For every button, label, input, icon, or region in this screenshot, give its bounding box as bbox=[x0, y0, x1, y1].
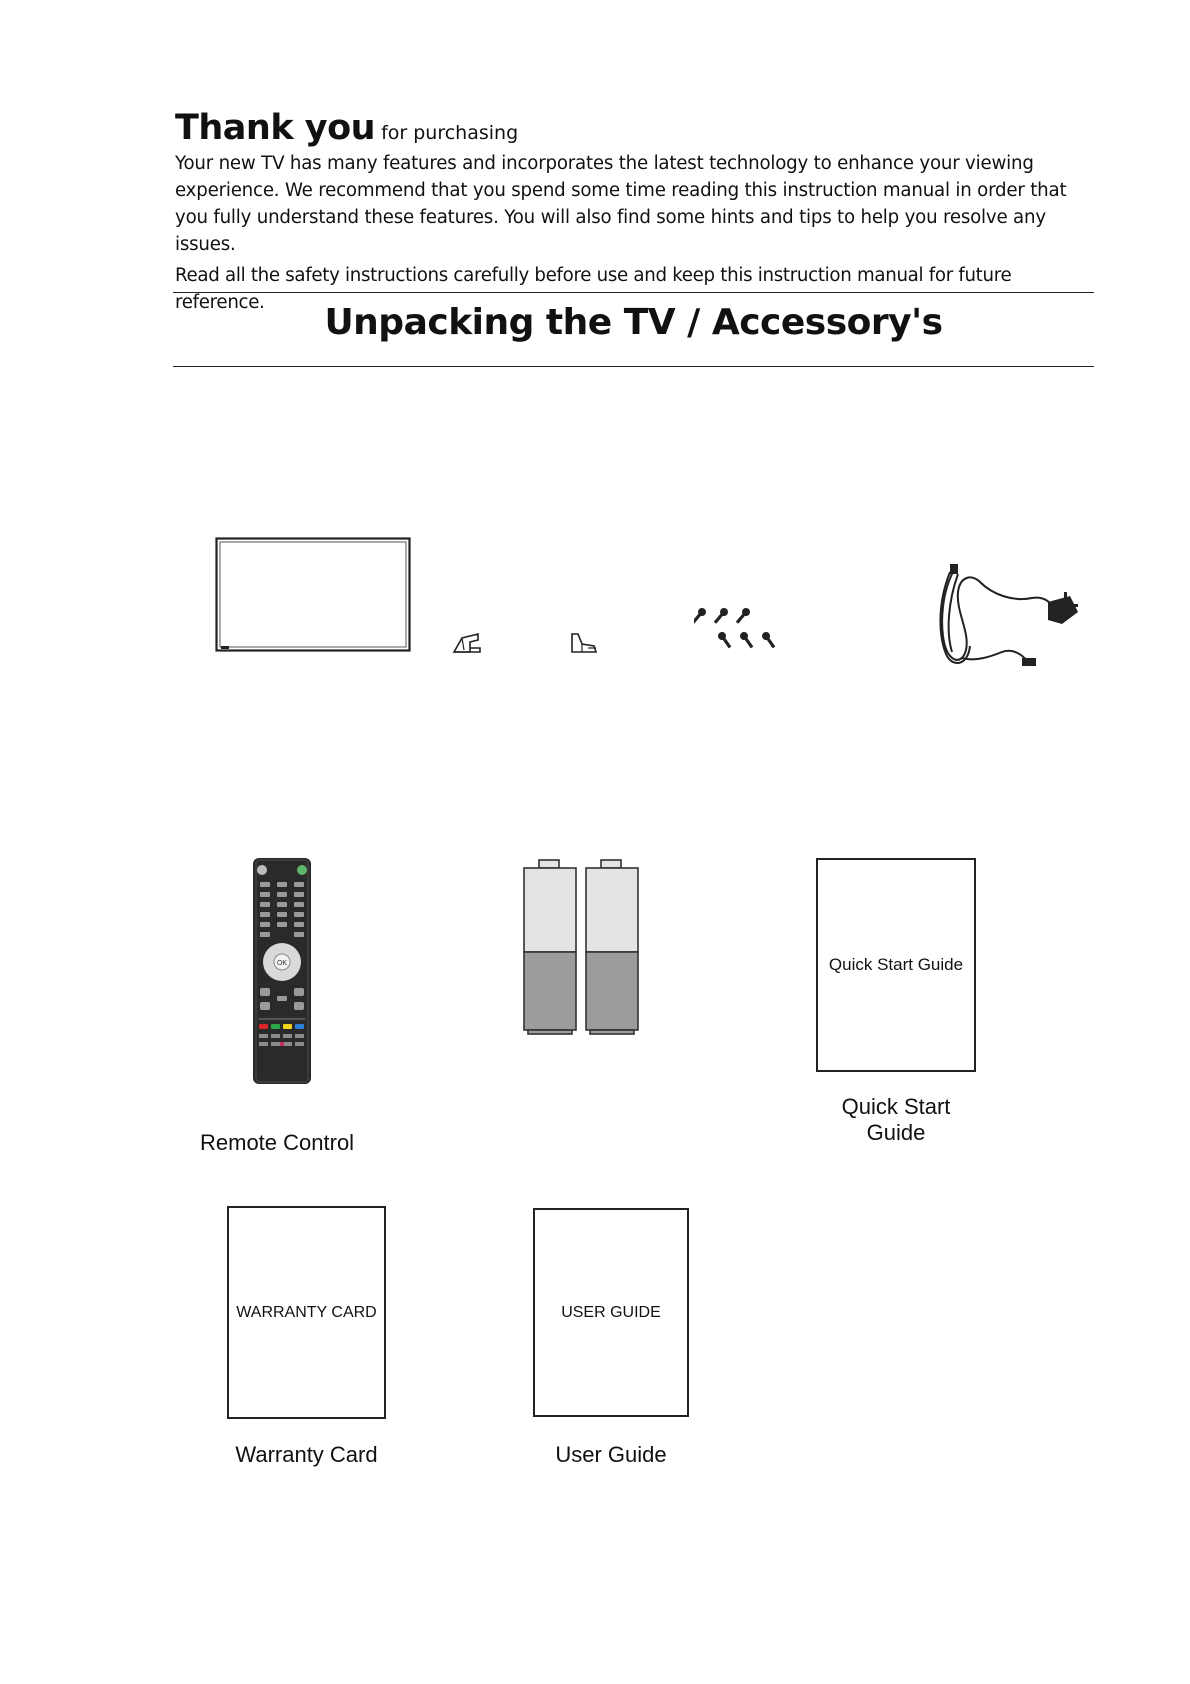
intro-title bbox=[175, 108, 1095, 148]
bottom-divider bbox=[173, 366, 1094, 367]
remote-ok-text: OK bbox=[276, 960, 288, 967]
thank-you-heading: Thank you bbox=[175, 108, 376, 148]
screws-image bbox=[694, 606, 784, 658]
section-heading: Unpacking the TV / Accessory's bbox=[324, 302, 943, 343]
user-guide-label: User Guide bbox=[555, 1442, 667, 1467]
warranty-cover-text: WARRANTY CARD bbox=[236, 1303, 377, 1321]
user-guide-cover bbox=[533, 1208, 689, 1417]
batteries-image bbox=[522, 858, 640, 1036]
warranty-card-cover bbox=[227, 1206, 386, 1419]
intro-section bbox=[175, 108, 1095, 316]
warranty-card-label: Warranty Card bbox=[235, 1442, 378, 1467]
for-purchasing-text: for purchasing bbox=[381, 122, 519, 144]
top-divider bbox=[173, 292, 1094, 293]
remote-control-image bbox=[250, 856, 314, 1086]
quick-start-cover-text: Quick Start Guide bbox=[828, 955, 964, 974]
tv-panel-image bbox=[215, 537, 411, 653]
safety-note: Read all the safety instructions carefully before use and keep this instruction manual for future reference. bbox=[175, 265, 1012, 313]
user-guide-cover-text: USER GUIDE bbox=[561, 1303, 661, 1321]
quick-start-guide-label: Quick Start Guide bbox=[841, 1094, 951, 1145]
power-cord-image bbox=[932, 562, 1082, 674]
intro-paragraph: Your new TV has many features and incorporates the latest technology to enhance your viewing experience. We recommend that you spend some time reading this instruction manual in order that you fully understand these features. You will also find some hints and tips to help you resolve any issues. bbox=[175, 153, 1067, 255]
quick-start-guide-cover bbox=[816, 858, 976, 1072]
stand-right-image bbox=[568, 632, 600, 656]
remote-control-label: Remote Control bbox=[200, 1130, 355, 1155]
stand-left-image bbox=[452, 632, 484, 656]
